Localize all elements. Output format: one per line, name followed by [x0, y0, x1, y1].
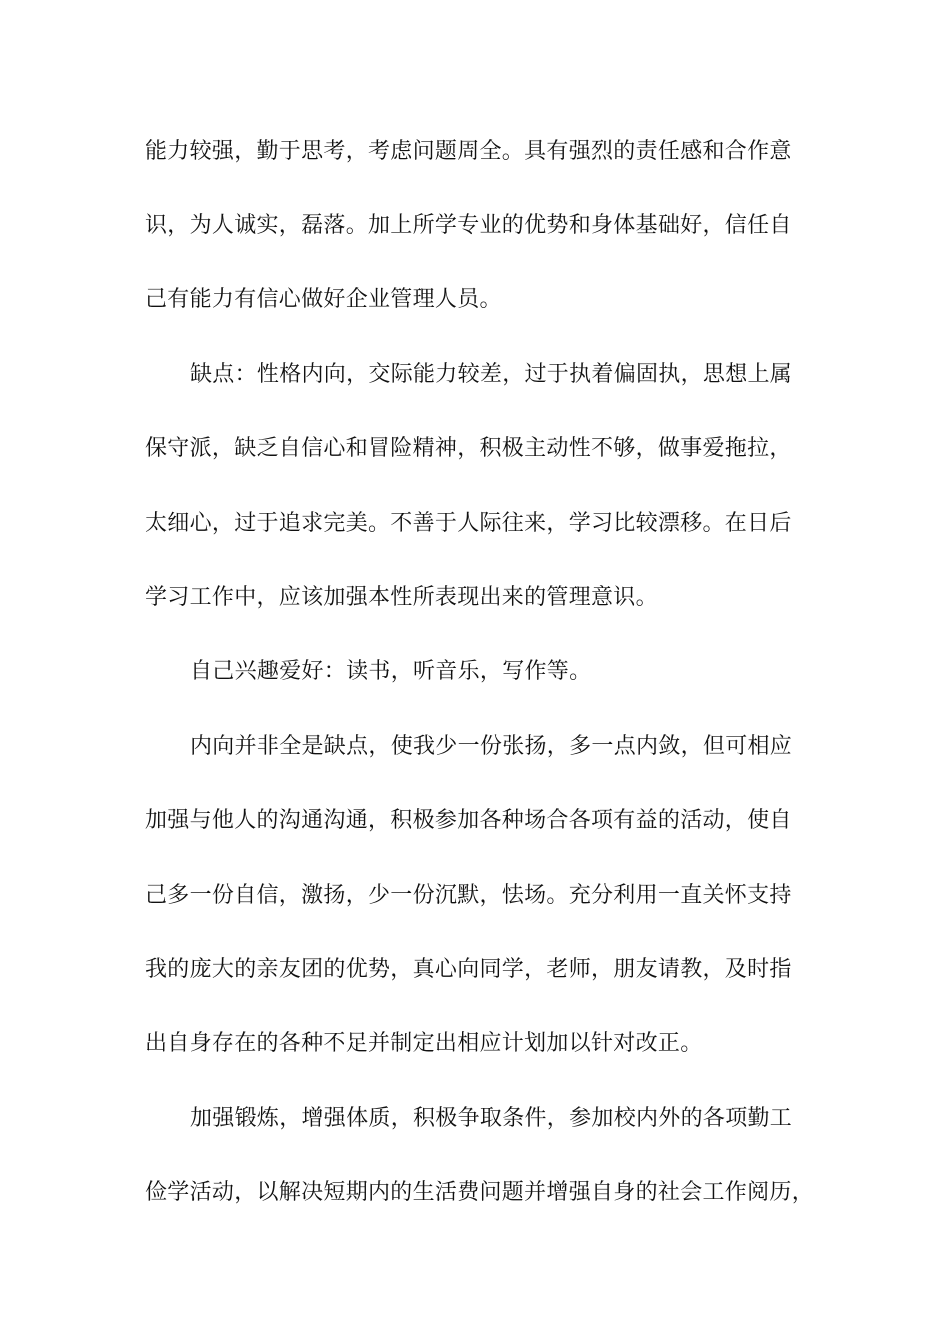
paragraph-line: 太细心，过于追求完美。不善于人际往来，学习比较漂移。在日后 [145, 511, 792, 536]
paragraph-line: 己有能力有信心做好企业管理人员。 [145, 287, 502, 312]
paragraph-line: 俭学活动，以解决短期内的生活费问题并增强自身的社会工作阅历， [145, 1180, 815, 1205]
paragraph-line: 内向并非全是缺点，使我少一份张扬，多一点内敛，但可相应 [190, 734, 793, 759]
paragraph-line: 己多一份自信，激扬，少一份沉默，怯场。充分利用一直关怀支持 [145, 883, 792, 908]
paragraph-line: 保守派，缺乏自信心和冒险精神，积极主动性不够，做事爱拖拉， [145, 436, 792, 461]
paragraph-line: 自己兴趣爱好：读书，听音乐，写作等。 [190, 659, 592, 684]
paragraph-line: 能力较强，勤于思考，考虑问题周全。具有强烈的责任感和合作意 [145, 139, 792, 164]
paragraph-line: 缺点：性格内向，交际能力较差，过于执着偏固执，思想上属 [190, 362, 793, 387]
paragraph-line: 识，为人诚实，磊落。加上所学专业的优势和身体基础好，信任自 [145, 213, 792, 238]
paragraph-line: 加强与他人的沟通沟通，积极参加各种场合各项有益的活动，使自 [145, 808, 792, 833]
paragraph-line: 学习工作中，应该加强本性所表现出来的管理意识。 [145, 585, 658, 610]
paragraph-line: 加强锻炼，增强体质，积极争取条件，参加校内外的各项勤工 [190, 1106, 793, 1131]
paragraph-line: 我的庞大的亲友团的优势，真心向同学，老师，朋友请教，及时指 [145, 957, 792, 982]
paragraph-line: 出自身存在的各种不足并制定出相应计划加以针对改正。 [145, 1031, 703, 1056]
